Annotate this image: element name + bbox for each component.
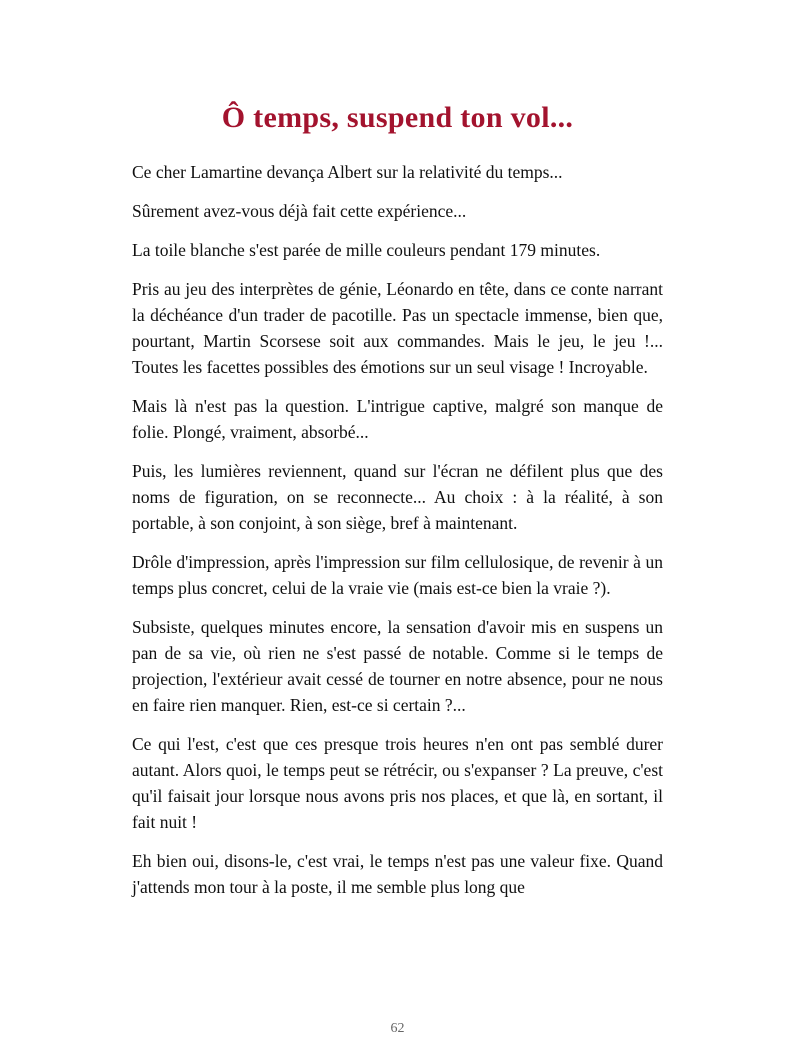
paragraph: Sûrement avez-vous déjà fait cette expérience... [132, 201, 467, 221]
paragraph: Pris au jeu des interprètes de génie, Léonardo en tête, dans ce conte narrant la déchéance d'un trader de pacotille. Pas un spectacle immense, bien que, pourtant, Martin Scorsese soit aux commandes. Mais le jeu, le jeu !... Toutes les facettes possibles des émotions sur un seul visage ! Incroyable. [132, 279, 663, 377]
chapter-title: Ô temps, suspend ton vol... [221, 101, 574, 134]
page-number: 62 [390, 1021, 405, 1036]
paragraph: Puis, les lumières reviennent, quand sur l'écran ne défilent plus que des noms de figuration, on se reconnecte... Au choix : à la réalité, à son portable, à son conjoint, à son siège, bref à maintenant. [132, 461, 663, 533]
paragraph: Ce cher Lamartine devança Albert sur la relativité du temps... [132, 162, 563, 182]
paragraph: Subsiste, quelques minutes encore, la sensation d'avoir mis en suspens un pan de sa vie, où rien ne s'est passé de notable. Comme si le temps de projection, l'extérieur avait cessé de tourner en notre absence, pour ne nous en faire rien manquer. Rien, est-ce si certain ?... [132, 617, 663, 715]
paragraph: Eh bien oui, disons-le, c'est vrai, le temps n'est pas une valeur fixe. Quand j'attends mon tour à la poste, il me semble plus long que [132, 851, 663, 897]
paragraph: Drôle d'impression, après l'impression sur film cellulosique, de revenir à un temps plus concret, celui de la vraie vie (mais est-ce bien la vraie ?). [132, 552, 663, 598]
paragraph: Mais là n'est pas la question. L'intrigue captive, malgré son manque de folie. Plongé, vraiment, absorbé... [132, 396, 663, 442]
paragraph: Ce qui l'est, c'est que ces presque trois heures n'en ont pas semblé durer autant. Alors quoi, le temps peut se rétrécir, ou s'expanser ? La preuve, c'est qu'il faisait jour lorsque nous avons pris nos places, et que là, en sortant, il fait nuit ! [132, 734, 663, 832]
body-text [132, 159, 663, 900]
paragraph: La toile blanche s'est parée de mille couleurs pendant 179 minutes. [132, 240, 601, 260]
